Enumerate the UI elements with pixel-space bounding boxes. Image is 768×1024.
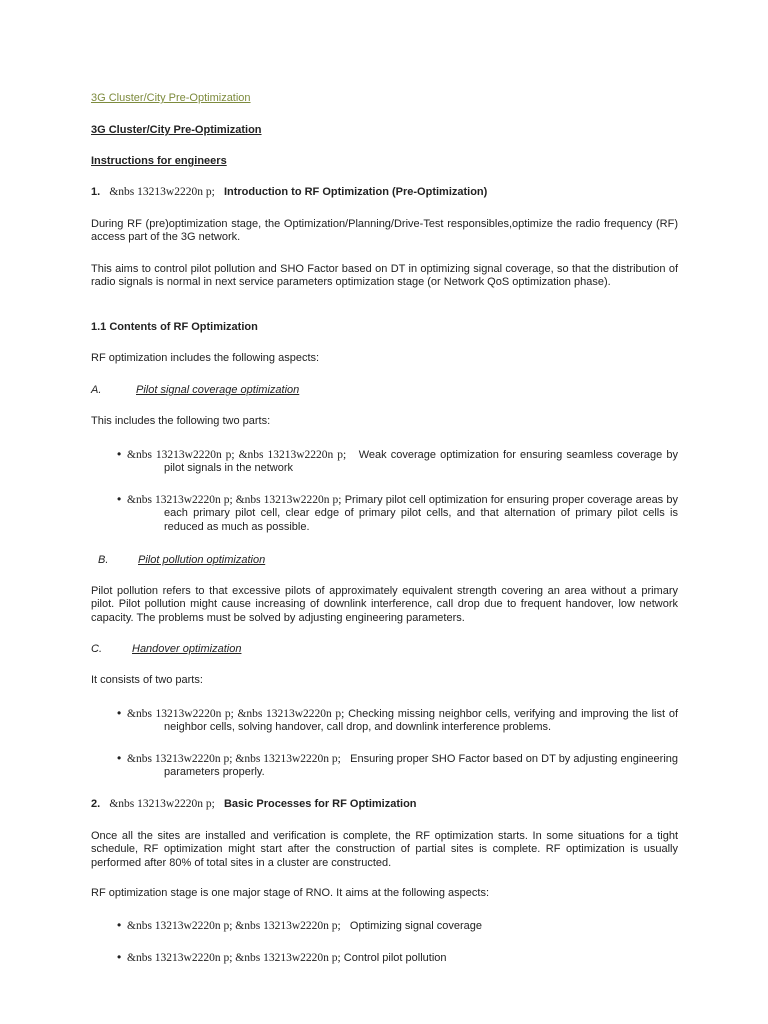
bullet-text: Checking missing neighbor cells, verifying and improving the list of neighbor cells, solving handover, call drop, and downlink interference problems. xyxy=(164,708,678,734)
bullet-icon: • xyxy=(117,492,122,506)
paragraph: RF optimization stage is one major stage of RNO. It aims at the following aspects: xyxy=(91,887,490,899)
bullet-item xyxy=(117,494,678,534)
bullet-icon: • xyxy=(117,447,122,461)
list-item-c xyxy=(91,643,678,656)
paragraph: It consists of two parts: xyxy=(91,674,203,686)
document-title: 3G Cluster/City Pre-Optimization xyxy=(91,124,262,136)
bullet-item xyxy=(117,952,678,965)
encoding-artifact: &nbs 13213w2220n p; &nbs 13213w2220n p; xyxy=(127,753,341,765)
paragraph: RF optimization includes the following aspects: xyxy=(91,352,320,364)
bullet-item xyxy=(117,753,678,780)
encoding-artifact: &nbs 13213w2220n p; xyxy=(109,186,215,198)
bullet-text: Weak coverage optimization for ensuring seamless coverage by pilot signals in the network xyxy=(164,449,679,475)
bullet-icon: • xyxy=(117,751,122,765)
bullet-icon: • xyxy=(117,950,122,964)
list-label: Handover optimization xyxy=(132,643,242,655)
encoding-artifact: &nbs 13213w2220n p; &nbs 13213w2220n p; xyxy=(127,920,341,932)
encoding-artifact: &nbs 13213w2220n p; &nbs 13213w2220n p; xyxy=(127,952,341,964)
bullet-icon: • xyxy=(117,918,122,932)
paragraph: This includes the following two parts: xyxy=(91,415,271,427)
paragraph: Once all the sites are installed and verification is complete, the RF optimization starts. In some situations for a tight schedule, RF optimization might start after the construction of partial sites is complete. RF optimization is usually performed after 80% of total sites in a cluster are constructed. xyxy=(91,830,678,869)
section-title: Basic Processes for RF Optimization xyxy=(223,798,417,810)
list-label: Pilot signal coverage optimization xyxy=(136,384,300,396)
bullet-item xyxy=(117,920,678,933)
section-2-heading xyxy=(91,798,678,811)
section-number: 1. xyxy=(91,186,101,198)
list-item-b xyxy=(91,554,678,567)
section-1-heading xyxy=(91,186,678,199)
bullet-item xyxy=(117,708,678,735)
list-label: Pilot pollution optimization xyxy=(138,554,266,566)
paragraph: Pilot pollution refers to that excessive pilots of approximately equivalent strength covering an area without a primary pilot. Pilot pollution might cause increasing of downlink interference, call drop due to frequent handover, low network capacity. The problems must be solved by adjusting engineering parameters. xyxy=(91,585,678,624)
bullet-item xyxy=(117,449,678,476)
bullet-icon: • xyxy=(117,706,122,720)
list-item-a xyxy=(91,384,678,397)
encoding-artifact: &nbs 13213w2220n p; xyxy=(109,798,215,810)
document-subtitle: Instructions for engineers xyxy=(91,155,227,167)
list-letter: C. xyxy=(91,643,102,655)
encoding-artifact: &nbs 13213w2220n p; &nbs 13213w2220n p; xyxy=(127,449,347,461)
list-letter: B. xyxy=(98,554,109,566)
section-number: 2. xyxy=(91,798,101,810)
bullet-text: Primary pilot cell optimization for ensuring proper coverage areas by each primary pilot cell, clear edge of primary pilot cells, and that alternation of primary pilot cells is reduced as much as possible. xyxy=(164,494,679,533)
section-title: Introduction to RF Optimization (Pre-Optimization) xyxy=(223,186,488,198)
bullet-text: Ensuring proper SHO Factor based on DT by adjusting engineering parameters properly. xyxy=(164,753,679,779)
paragraph: This aims to control pilot pollution and SHO Factor based on DT in optimizing signal coverage, so that the distribution of radio signals is normal in next service parameters optimization stage (or Network QoS optimization phase). xyxy=(91,263,678,289)
bullet-text: Optimizing signal coverage xyxy=(349,920,482,932)
encoding-artifact: &nbs 13213w2220n p; &nbs 13213w2220n p; xyxy=(127,494,342,506)
subsection-heading: 1.1 Contents of RF Optimization xyxy=(91,321,258,333)
top-link[interactable]: 3G Cluster/City Pre-Optimization xyxy=(91,92,251,104)
bullet-text: Control pilot pollution xyxy=(343,952,447,964)
list-letter: A. xyxy=(91,384,102,396)
encoding-artifact: &nbs 13213w2220n p; &nbs 13213w2220n p; xyxy=(127,708,345,720)
paragraph: During RF (pre)optimization stage, the Optimization/Planning/Drive-Test responsibles,optimize the radio frequency (RF) access part of the 3G network. xyxy=(91,218,678,244)
